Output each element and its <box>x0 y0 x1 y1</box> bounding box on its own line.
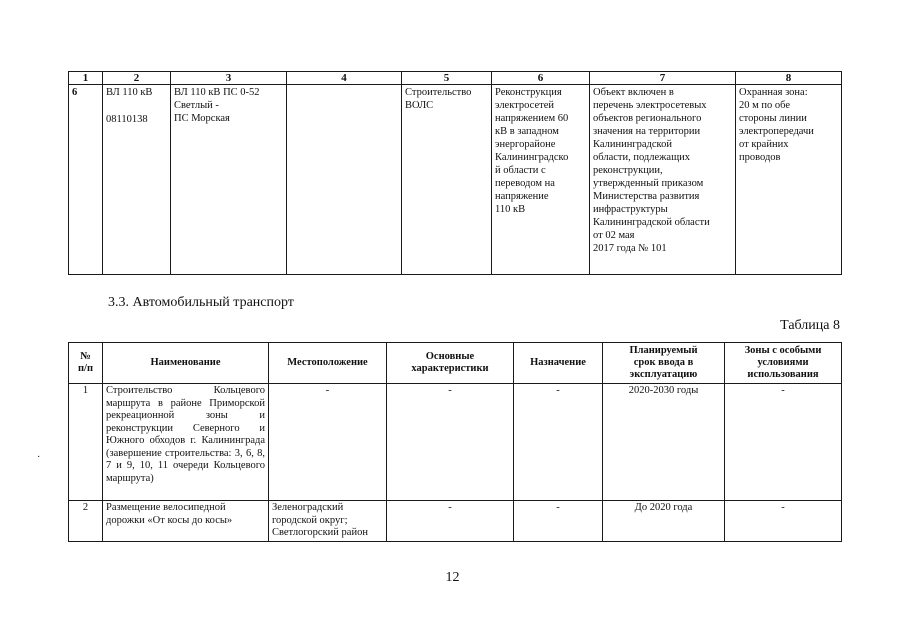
row-zones: - <box>725 384 842 501</box>
header-name: Наименование <box>103 343 269 384</box>
header-characteristics: Основные характеристики <box>387 343 514 384</box>
header-zones: Зоны с особыми условиями использования <box>725 343 842 384</box>
table1-header-cell: 2 <box>103 72 171 85</box>
table1-header-cell: 4 <box>287 72 402 85</box>
table1-header-cell: 8 <box>736 72 842 85</box>
table2-header-row <box>69 343 842 384</box>
empty-cell <box>287 85 402 275</box>
section-title: 3.3. Автомобильный транспорт <box>108 295 294 310</box>
description-cell: Реконструкция электросетей напряжением 60 кВ в западном энергорайоне Калининградско й области с переводом на напряжение 110 кВ <box>492 85 590 275</box>
header-location: Местоположение <box>269 343 387 384</box>
row-number: 2 <box>69 501 103 542</box>
row-purpose: - <box>514 501 603 542</box>
basis-cell: Объект включен в перечень электросетевых объектов регионального значения на территории Калининградской области, подлежащих реконструкции, утвержденный приказом Министерства развития инфраструктуры Калининградской области от 02 мая 2017 года № 101 <box>590 85 736 275</box>
row-name: Строительство Кольцевого маршрута в районе Приморской рекреационной зоны и реконструкции Северного и Южного обходов г. Калининграда (завершение строительства: 3, 6, 8, 7 и 9, 10, 11 очереди Кольцевого маршрута) <box>103 384 269 501</box>
stray-dot: · <box>37 452 41 463</box>
table-row <box>69 85 842 275</box>
line-code: 08110138 <box>106 114 148 125</box>
page-number: 12 <box>445 570 460 585</box>
table-row <box>69 384 842 501</box>
header-term: Планируемый срок ввода в эксплуатацию <box>603 343 725 384</box>
row-name: Размещение велосипедной дорожки «От косы до косы» <box>103 501 269 542</box>
row-location: Зеленоградский городской округ; Светлогорский район <box>269 501 387 542</box>
table1-header-cell: 1 <box>69 72 103 85</box>
line-name: ВЛ 110 кВ ПС 0-52 Светлый - ПС Морская <box>171 85 287 275</box>
table1-header-cell: 3 <box>171 72 287 85</box>
zones-cell: Охранная зона: 20 м по обе стороны линии электропередачи от крайних проводов <box>736 85 842 275</box>
line-code-cell <box>103 85 171 275</box>
row-zones: - <box>725 501 842 542</box>
row-purpose: - <box>514 384 603 501</box>
row-number: 1 <box>69 384 103 501</box>
table1-header-row <box>69 72 842 85</box>
row-location: - <box>269 384 387 501</box>
row-term: До 2020 года <box>603 501 725 542</box>
table-road-transport <box>68 342 842 542</box>
table1-header-cell: 7 <box>590 72 736 85</box>
row-term: 2020-2030 годы <box>603 384 725 501</box>
table-row <box>69 501 842 542</box>
purpose-cell: Строительство ВОЛС <box>402 85 492 275</box>
table-caption: Таблица 8 <box>780 318 840 333</box>
header-num: № п/п <box>69 343 103 384</box>
table1-header-cell: 6 <box>492 72 590 85</box>
line-type: ВЛ 110 кВ <box>106 87 153 98</box>
table-power-lines <box>68 71 842 275</box>
header-purpose: Назначение <box>514 343 603 384</box>
row-characteristics: - <box>387 384 514 501</box>
row-characteristics: - <box>387 501 514 542</box>
table1-header-cell: 5 <box>402 72 492 85</box>
row-number: 6 <box>69 85 103 275</box>
